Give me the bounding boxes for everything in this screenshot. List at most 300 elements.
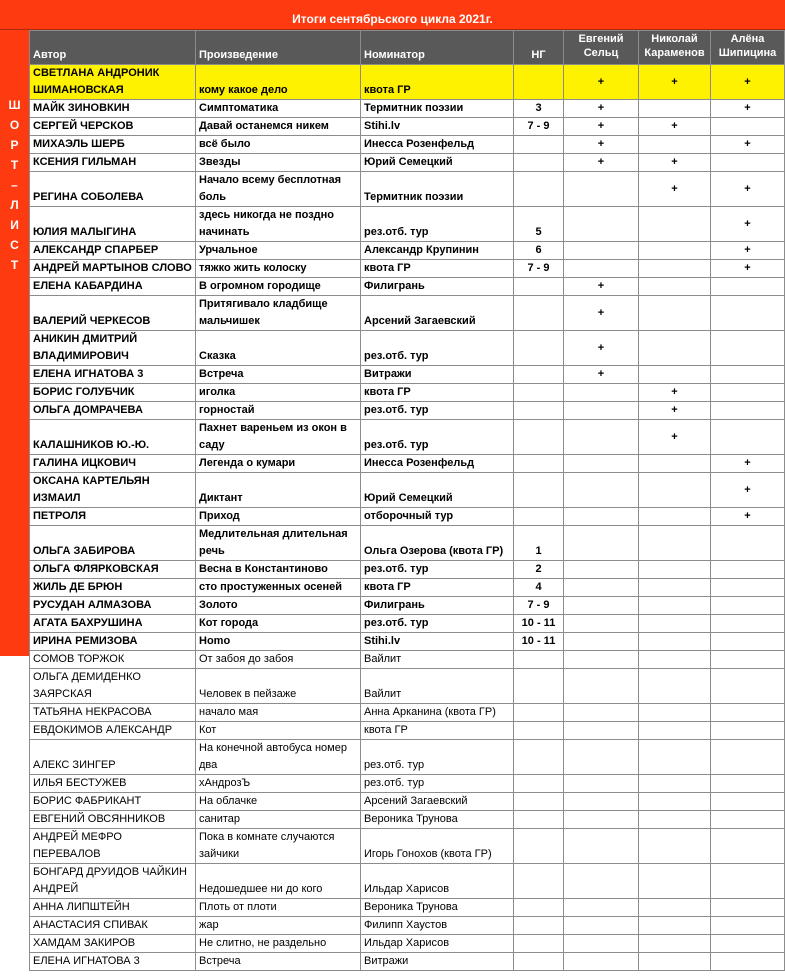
table-row[interactable] bbox=[30, 633, 785, 651]
judge-selts-mark[interactable] bbox=[564, 260, 639, 278]
judge-shipitsina-mark[interactable] bbox=[711, 561, 785, 579]
work-cell[interactable]: Симптоматика bbox=[196, 100, 361, 118]
author-cell[interactable]: БОНГАРД ДРУИДОВ ЧАЙКИН АНДРЕЙ bbox=[30, 864, 196, 899]
nominator-cell[interactable]: квота ГР bbox=[361, 722, 514, 740]
judge-shipitsina-mark[interactable] bbox=[711, 651, 785, 669]
work-cell[interactable]: Кот bbox=[196, 722, 361, 740]
work-cell[interactable]: Притягивало кладбище мальчишек bbox=[196, 296, 361, 331]
table-row[interactable] bbox=[30, 526, 785, 561]
work-cell[interactable]: Пахнет вареньем из окон в саду bbox=[196, 420, 361, 455]
author-cell[interactable]: ЕВДОКИМОВ АЛЕКСАНДР bbox=[30, 722, 196, 740]
table-row[interactable] bbox=[30, 100, 785, 118]
work-cell[interactable]: Звезды bbox=[196, 154, 361, 172]
nominator-cell[interactable]: рез.отб. тур bbox=[361, 420, 514, 455]
judge-selts-mark[interactable] bbox=[564, 561, 639, 579]
judge-karamenov-mark[interactable] bbox=[639, 899, 711, 917]
table-row[interactable] bbox=[30, 899, 785, 917]
judge-karamenov-mark[interactable] bbox=[639, 242, 711, 260]
nominator-cell[interactable]: Филигрань bbox=[361, 597, 514, 615]
table-row[interactable] bbox=[30, 402, 785, 420]
judge-selts-mark[interactable] bbox=[564, 172, 639, 207]
judge-shipitsina-mark[interactable] bbox=[711, 278, 785, 296]
work-cell[interactable]: Приход bbox=[196, 508, 361, 526]
table-row[interactable] bbox=[30, 917, 785, 935]
judge-shipitsina-mark[interactable] bbox=[711, 793, 785, 811]
judge-selts-mark[interactable] bbox=[564, 935, 639, 953]
ng-cell[interactable] bbox=[514, 740, 564, 775]
ng-cell[interactable] bbox=[514, 384, 564, 402]
nominator-cell[interactable]: Александр Крупинин bbox=[361, 242, 514, 260]
ng-cell[interactable]: 7 - 9 bbox=[514, 118, 564, 136]
judge-shipitsina-mark[interactable]: + bbox=[711, 65, 785, 100]
judge-selts-mark[interactable] bbox=[564, 917, 639, 935]
judge-selts-mark[interactable]: + bbox=[564, 278, 639, 296]
nominator-cell[interactable]: Инесса Розенфельд bbox=[361, 136, 514, 154]
table-row[interactable] bbox=[30, 722, 785, 740]
table-row[interactable] bbox=[30, 242, 785, 260]
work-cell[interactable]: Давай останемся никем bbox=[196, 118, 361, 136]
table-row[interactable] bbox=[30, 331, 785, 366]
table-row[interactable] bbox=[30, 65, 785, 100]
ng-cell[interactable] bbox=[514, 296, 564, 331]
nominator-cell[interactable]: Игорь Гонохов (квота ГР) bbox=[361, 829, 514, 864]
judge-karamenov-mark[interactable]: + bbox=[639, 172, 711, 207]
nominator-cell[interactable]: квота ГР bbox=[361, 65, 514, 100]
judge-karamenov-mark[interactable] bbox=[639, 633, 711, 651]
work-cell[interactable]: хАндрозЪ bbox=[196, 775, 361, 793]
judge-selts-mark[interactable]: + bbox=[564, 331, 639, 366]
judge-karamenov-mark[interactable]: + bbox=[639, 402, 711, 420]
author-cell[interactable]: ЮЛИЯ МАЛЫГИНА bbox=[30, 207, 196, 242]
nominator-cell[interactable]: Филипп Хаустов bbox=[361, 917, 514, 935]
table-row[interactable] bbox=[30, 296, 785, 331]
work-cell[interactable]: На конечной автобуса номер два bbox=[196, 740, 361, 775]
judge-selts-mark[interactable] bbox=[564, 740, 639, 775]
work-cell[interactable]: Диктант bbox=[196, 473, 361, 508]
judge-selts-mark[interactable] bbox=[564, 526, 639, 561]
judge-shipitsina-mark[interactable] bbox=[711, 899, 785, 917]
judge-karamenov-mark[interactable]: + bbox=[639, 118, 711, 136]
work-cell[interactable]: иголка bbox=[196, 384, 361, 402]
nominator-cell[interactable]: рез.отб. тур bbox=[361, 207, 514, 242]
judge-karamenov-mark[interactable]: + bbox=[639, 420, 711, 455]
judge-karamenov-mark[interactable] bbox=[639, 722, 711, 740]
table-row[interactable] bbox=[30, 615, 785, 633]
author-cell[interactable]: ВАЛЕРИЙ ЧЕРКЕСОВ bbox=[30, 296, 196, 331]
ng-cell[interactable] bbox=[514, 455, 564, 473]
table-row[interactable] bbox=[30, 651, 785, 669]
table-row[interactable] bbox=[30, 935, 785, 953]
ng-cell[interactable]: 2 bbox=[514, 561, 564, 579]
work-cell[interactable]: Встреча bbox=[196, 366, 361, 384]
ng-cell[interactable]: 4 bbox=[514, 579, 564, 597]
judge-shipitsina-mark[interactable] bbox=[711, 704, 785, 722]
table-row[interactable] bbox=[30, 669, 785, 704]
author-cell[interactable]: АННА ЛИПШТЕЙН bbox=[30, 899, 196, 917]
author-cell[interactable]: ТАТЬЯНА НЕКРАСОВА bbox=[30, 704, 196, 722]
table-row[interactable] bbox=[30, 829, 785, 864]
judge-shipitsina-mark[interactable] bbox=[711, 118, 785, 136]
author-cell[interactable]: ГАЛИНА ИЦКОВИЧ bbox=[30, 455, 196, 473]
nominator-cell[interactable]: Ольга Озерова (квота ГР) bbox=[361, 526, 514, 561]
judge-shipitsina-mark[interactable]: + bbox=[711, 207, 785, 242]
work-cell[interactable]: санитар bbox=[196, 811, 361, 829]
ng-cell[interactable] bbox=[514, 508, 564, 526]
nominator-cell[interactable]: Термитник поэзии bbox=[361, 100, 514, 118]
judge-karamenov-mark[interactable] bbox=[639, 704, 711, 722]
judge-shipitsina-mark[interactable] bbox=[711, 935, 785, 953]
table-row[interactable] bbox=[30, 278, 785, 296]
author-cell[interactable]: АНАСТАСИЯ СПИВАК bbox=[30, 917, 196, 935]
nominator-cell[interactable]: Арсений Загаевский bbox=[361, 793, 514, 811]
work-cell[interactable]: Недошедшее ни до кого bbox=[196, 864, 361, 899]
judge-karamenov-mark[interactable] bbox=[639, 651, 711, 669]
judge-shipitsina-mark[interactable] bbox=[711, 420, 785, 455]
author-cell[interactable]: ИЛЬЯ БЕСТУЖЕВ bbox=[30, 775, 196, 793]
judge-selts-mark[interactable] bbox=[564, 899, 639, 917]
judge-selts-mark[interactable] bbox=[564, 473, 639, 508]
judge-shipitsina-mark[interactable] bbox=[711, 579, 785, 597]
judge-karamenov-mark[interactable]: + bbox=[639, 154, 711, 172]
judge-shipitsina-mark[interactable] bbox=[711, 669, 785, 704]
judge-shipitsina-mark[interactable] bbox=[711, 384, 785, 402]
judge-karamenov-mark[interactable] bbox=[639, 740, 711, 775]
judge-selts-mark[interactable] bbox=[564, 793, 639, 811]
work-cell[interactable]: Кот города bbox=[196, 615, 361, 633]
judge-karamenov-mark[interactable] bbox=[639, 953, 711, 971]
nominator-cell[interactable]: Юрий Семецкий bbox=[361, 154, 514, 172]
table-row[interactable] bbox=[30, 473, 785, 508]
author-cell[interactable]: РЕГИНА СОБОЛЕВА bbox=[30, 172, 196, 207]
author-cell[interactable]: ЖИЛЬ ДЕ БРЮН bbox=[30, 579, 196, 597]
author-column-header[interactable]: Автор bbox=[30, 31, 196, 65]
judge-shipitsina-mark[interactable]: + bbox=[711, 508, 785, 526]
author-cell[interactable]: ЕЛЕНА ИГНАТОВА 3 bbox=[30, 953, 196, 971]
ng-column-header[interactable]: НГ bbox=[514, 31, 564, 65]
work-column-header[interactable]: Произведение bbox=[196, 31, 361, 65]
judge-selts-mark[interactable] bbox=[564, 384, 639, 402]
judge-shipitsina-mark[interactable]: + bbox=[711, 242, 785, 260]
ng-cell[interactable] bbox=[514, 331, 564, 366]
judge-shipitsina-mark[interactable]: + bbox=[711, 473, 785, 508]
nominator-cell[interactable]: Витражи bbox=[361, 366, 514, 384]
nominator-cell[interactable]: квота ГР bbox=[361, 260, 514, 278]
work-cell[interactable]: Пока в комнате случаются зайчики bbox=[196, 829, 361, 864]
judge-selts-mark[interactable] bbox=[564, 651, 639, 669]
author-cell[interactable]: АГАТА БАХРУШИНА bbox=[30, 615, 196, 633]
ng-cell[interactable] bbox=[514, 473, 564, 508]
author-cell[interactable]: ОЛЬГА ФЛЯРКОВСКАЯ bbox=[30, 561, 196, 579]
ng-cell[interactable] bbox=[514, 669, 564, 704]
nominator-cell[interactable]: квота ГР bbox=[361, 579, 514, 597]
ng-cell[interactable]: 10 - 11 bbox=[514, 615, 564, 633]
judge-shipitsina-mark[interactable] bbox=[711, 722, 785, 740]
work-cell[interactable]: жар bbox=[196, 917, 361, 935]
author-cell[interactable]: МИХАЭЛЬ ШЕРБ bbox=[30, 136, 196, 154]
nominator-cell[interactable]: квота ГР bbox=[361, 384, 514, 402]
ng-cell[interactable]: 1 bbox=[514, 526, 564, 561]
judge-selts-mark[interactable] bbox=[564, 579, 639, 597]
judge-shipitsina-mark[interactable]: + bbox=[711, 100, 785, 118]
ng-cell[interactable] bbox=[514, 722, 564, 740]
judge-karamenov-mark[interactable] bbox=[639, 366, 711, 384]
table-row[interactable] bbox=[30, 366, 785, 384]
judge-shipitsina-mark[interactable] bbox=[711, 633, 785, 651]
ng-cell[interactable] bbox=[514, 136, 564, 154]
judge-karamenov-mark[interactable] bbox=[639, 597, 711, 615]
author-cell[interactable]: АНИКИН ДМИТРИЙ ВЛАДИМИРОВИЧ bbox=[30, 331, 196, 366]
author-cell[interactable]: РУСУДАН АЛМАЗОВА bbox=[30, 597, 196, 615]
judge-selts-mark[interactable] bbox=[564, 455, 639, 473]
judge-shipitsina-mark[interactable] bbox=[711, 402, 785, 420]
table-row[interactable] bbox=[30, 154, 785, 172]
nominator-column-header[interactable]: Номинатор bbox=[361, 31, 514, 65]
work-cell[interactable]: начало мая bbox=[196, 704, 361, 722]
ng-cell[interactable] bbox=[514, 775, 564, 793]
judge-karamenov-mark[interactable] bbox=[639, 615, 711, 633]
author-cell[interactable]: АНДРЕЙ МАРТЫНОВ СЛОВО bbox=[30, 260, 196, 278]
judge-shipitsina-mark[interactable]: + bbox=[711, 455, 785, 473]
judge-shipitsina-mark[interactable]: + bbox=[711, 260, 785, 278]
table-row[interactable] bbox=[30, 793, 785, 811]
author-cell[interactable]: АНДРЕЙ МЕФРО ПЕРЕВАЛОВ bbox=[30, 829, 196, 864]
ng-cell[interactable] bbox=[514, 402, 564, 420]
work-cell[interactable]: Плоть от плоти bbox=[196, 899, 361, 917]
judge-selts-mark[interactable] bbox=[564, 420, 639, 455]
ng-cell[interactable] bbox=[514, 793, 564, 811]
author-cell[interactable]: СЕРГЕЙ ЧЕРСКОВ bbox=[30, 118, 196, 136]
judge-karamenov-mark[interactable]: + bbox=[639, 384, 711, 402]
work-cell[interactable]: Легенда о кумари bbox=[196, 455, 361, 473]
judge-selts-mark[interactable] bbox=[564, 669, 639, 704]
judge-selts-mark[interactable]: + bbox=[564, 118, 639, 136]
judge-karamenov-mark[interactable] bbox=[639, 136, 711, 154]
ng-cell[interactable]: 7 - 9 bbox=[514, 597, 564, 615]
table-row[interactable] bbox=[30, 775, 785, 793]
judge-shipitsina-mark[interactable] bbox=[711, 811, 785, 829]
judge-shipitsina-mark[interactable] bbox=[711, 615, 785, 633]
judge-shipitsina-mark[interactable]: + bbox=[711, 172, 785, 207]
judge-karamenov-mark[interactable] bbox=[639, 455, 711, 473]
work-cell[interactable]: кому какое дело bbox=[196, 65, 361, 100]
judge-shipitsina-mark[interactable] bbox=[711, 597, 785, 615]
author-cell[interactable]: ПЕТРОЛЯ bbox=[30, 508, 196, 526]
work-cell[interactable]: Homo bbox=[196, 633, 361, 651]
judge-selts-mark[interactable]: + bbox=[564, 100, 639, 118]
table-row[interactable] bbox=[30, 136, 785, 154]
nominator-cell[interactable]: Stihi.lv bbox=[361, 118, 514, 136]
judge-karamenov-mark[interactable] bbox=[639, 864, 711, 899]
nominator-cell[interactable]: рез.отб. тур bbox=[361, 402, 514, 420]
work-cell[interactable]: здесь никогда не поздно начинать bbox=[196, 207, 361, 242]
table-row[interactable] bbox=[30, 420, 785, 455]
judge-karamenov-mark[interactable] bbox=[639, 669, 711, 704]
judge-karamenov-mark[interactable] bbox=[639, 508, 711, 526]
judge-selts-mark[interactable] bbox=[564, 829, 639, 864]
author-cell[interactable]: АЛЕКСАНДР СПАРБЕР bbox=[30, 242, 196, 260]
judge-shipitsina-mark[interactable] bbox=[711, 154, 785, 172]
judge-selts-mark[interactable]: + bbox=[564, 136, 639, 154]
nominator-cell[interactable]: Вероника Трунова bbox=[361, 899, 514, 917]
work-cell[interactable]: Урчальное bbox=[196, 242, 361, 260]
work-cell[interactable]: Не слитно, не раздельно bbox=[196, 935, 361, 953]
ng-cell[interactable]: 10 - 11 bbox=[514, 633, 564, 651]
judge-karamenov-mark[interactable] bbox=[639, 278, 711, 296]
judge-selts-mark[interactable] bbox=[564, 633, 639, 651]
work-cell[interactable]: Сказка bbox=[196, 331, 361, 366]
nominator-cell[interactable]: Филигрань bbox=[361, 278, 514, 296]
ng-cell[interactable] bbox=[514, 172, 564, 207]
judge-selts-mark[interactable]: + bbox=[564, 65, 639, 100]
author-cell[interactable]: БОРИС ФАБРИКАНТ bbox=[30, 793, 196, 811]
author-cell[interactable]: КАЛАШНИКОВ Ю.-Ю. bbox=[30, 420, 196, 455]
table-row[interactable] bbox=[30, 704, 785, 722]
table-row[interactable] bbox=[30, 118, 785, 136]
author-cell[interactable]: СОМОВ ТОРЖОК bbox=[30, 651, 196, 669]
author-cell[interactable]: ОЛЬГА ДОМРАЧЕВА bbox=[30, 402, 196, 420]
judge-shipitsina-mark[interactable] bbox=[711, 864, 785, 899]
author-cell[interactable]: СВЕТЛАНА АНДРОНИК ШИМАНОВСКАЯ bbox=[30, 65, 196, 100]
judge-shipitsina-mark[interactable] bbox=[711, 917, 785, 935]
author-cell[interactable]: ЕЛЕНА КАБАРДИНА bbox=[30, 278, 196, 296]
ng-cell[interactable] bbox=[514, 366, 564, 384]
table-row[interactable] bbox=[30, 597, 785, 615]
nominator-cell[interactable]: Вероника Трунова bbox=[361, 811, 514, 829]
work-cell[interactable]: горностай bbox=[196, 402, 361, 420]
judge-karamenov-mark[interactable] bbox=[639, 100, 711, 118]
table-row[interactable] bbox=[30, 953, 785, 971]
judge-selts-mark[interactable] bbox=[564, 722, 639, 740]
nominator-cell[interactable]: рез.отб. тур bbox=[361, 615, 514, 633]
ng-cell[interactable] bbox=[514, 420, 564, 455]
judge-selts-mark[interactable] bbox=[564, 242, 639, 260]
judge-selts-mark[interactable]: + bbox=[564, 296, 639, 331]
judge-selts-mark[interactable] bbox=[564, 775, 639, 793]
judge-selts-column-header[interactable]: Евгений Сельц bbox=[564, 31, 639, 65]
judge-shipitsina-mark[interactable] bbox=[711, 740, 785, 775]
nominator-cell[interactable]: Арсений Загаевский bbox=[361, 296, 514, 331]
nominator-cell[interactable]: Вайлит bbox=[361, 651, 514, 669]
judge-karamenov-mark[interactable] bbox=[639, 935, 711, 953]
nominator-cell[interactable]: Вайлит bbox=[361, 669, 514, 704]
work-cell[interactable]: Встреча bbox=[196, 953, 361, 971]
judge-shipitsina-mark[interactable] bbox=[711, 829, 785, 864]
judge-karamenov-mark[interactable] bbox=[639, 260, 711, 278]
judge-selts-mark[interactable]: + bbox=[564, 366, 639, 384]
judge-selts-mark[interactable] bbox=[564, 953, 639, 971]
nominator-cell[interactable]: рез.отб. тур bbox=[361, 331, 514, 366]
judge-shipitsina-mark[interactable] bbox=[711, 526, 785, 561]
judge-karamenov-mark[interactable] bbox=[639, 561, 711, 579]
work-cell[interactable]: Начало всему бесплотная боль bbox=[196, 172, 361, 207]
table-row[interactable] bbox=[30, 864, 785, 899]
judge-selts-mark[interactable] bbox=[564, 207, 639, 242]
author-cell[interactable]: КСЕНИЯ ГИЛЬМАН bbox=[30, 154, 196, 172]
ng-cell[interactable] bbox=[514, 704, 564, 722]
ng-cell[interactable] bbox=[514, 917, 564, 935]
judge-karamenov-mark[interactable] bbox=[639, 473, 711, 508]
work-cell[interactable]: тяжко жить колоску bbox=[196, 260, 361, 278]
author-cell[interactable]: ХАМДАМ ЗАКИРОВ bbox=[30, 935, 196, 953]
ng-cell[interactable] bbox=[514, 864, 564, 899]
judge-selts-mark[interactable]: + bbox=[564, 154, 639, 172]
judge-selts-mark[interactable] bbox=[564, 615, 639, 633]
ng-cell[interactable] bbox=[514, 154, 564, 172]
author-cell[interactable]: ЕВГЕНИЙ ОВСЯННИКОВ bbox=[30, 811, 196, 829]
table-row[interactable] bbox=[30, 811, 785, 829]
judge-shipitsina-mark[interactable] bbox=[711, 775, 785, 793]
work-cell[interactable]: Медлительная длительная речь bbox=[196, 526, 361, 561]
work-cell[interactable]: От забоя до забоя bbox=[196, 651, 361, 669]
judge-karamenov-mark[interactable] bbox=[639, 917, 711, 935]
judge-karamenov-mark[interactable] bbox=[639, 793, 711, 811]
judge-selts-mark[interactable] bbox=[564, 597, 639, 615]
work-cell[interactable]: Весна в Константиново bbox=[196, 561, 361, 579]
judge-shipitsina-mark[interactable] bbox=[711, 953, 785, 971]
author-cell[interactable]: ОЛЬГА ДЕМИДЕНКО ЗАЯРСКАЯ bbox=[30, 669, 196, 704]
judge-karamenov-mark[interactable] bbox=[639, 296, 711, 331]
ng-cell[interactable]: 5 bbox=[514, 207, 564, 242]
judge-selts-mark[interactable] bbox=[564, 508, 639, 526]
judge-shipitsina-mark[interactable] bbox=[711, 331, 785, 366]
judge-selts-mark[interactable] bbox=[564, 864, 639, 899]
table-row[interactable] bbox=[30, 561, 785, 579]
table-row[interactable] bbox=[30, 260, 785, 278]
nominator-cell[interactable]: рез.отб. тур bbox=[361, 561, 514, 579]
nominator-cell[interactable]: Инесса Розенфельд bbox=[361, 455, 514, 473]
table-row[interactable] bbox=[30, 207, 785, 242]
ng-cell[interactable] bbox=[514, 935, 564, 953]
judge-karamenov-mark[interactable]: + bbox=[639, 65, 711, 100]
judge-karamenov-mark[interactable] bbox=[639, 526, 711, 561]
ng-cell[interactable] bbox=[514, 899, 564, 917]
nominator-cell[interactable]: Ильдар Харисов bbox=[361, 864, 514, 899]
author-cell[interactable]: ОЛЬГА ЗАБИРОВА bbox=[30, 526, 196, 561]
judge-karamenov-mark[interactable] bbox=[639, 775, 711, 793]
work-cell[interactable]: В огромном городище bbox=[196, 278, 361, 296]
judge-selts-mark[interactable] bbox=[564, 704, 639, 722]
ng-cell[interactable]: 7 - 9 bbox=[514, 260, 564, 278]
table-row[interactable] bbox=[30, 455, 785, 473]
judge-shipitsina-column-header[interactable]: Алёна Шипицина bbox=[711, 31, 785, 65]
nominator-cell[interactable]: Витражи bbox=[361, 953, 514, 971]
author-cell[interactable]: ИРИНА РЕМИЗОВА bbox=[30, 633, 196, 651]
ng-cell[interactable] bbox=[514, 65, 564, 100]
judge-karamenov-mark[interactable] bbox=[639, 811, 711, 829]
work-cell[interactable]: Человек в пейзаже bbox=[196, 669, 361, 704]
work-cell[interactable]: сто простуженных осеней bbox=[196, 579, 361, 597]
ng-cell[interactable]: 6 bbox=[514, 242, 564, 260]
work-cell[interactable]: всё было bbox=[196, 136, 361, 154]
judge-shipitsina-mark[interactable] bbox=[711, 366, 785, 384]
judge-karamenov-column-header[interactable]: Николай Караменов bbox=[639, 31, 711, 65]
author-cell[interactable]: БОРИС ГОЛУБЧИК bbox=[30, 384, 196, 402]
ng-cell[interactable] bbox=[514, 651, 564, 669]
ng-cell[interactable] bbox=[514, 953, 564, 971]
table-row[interactable] bbox=[30, 384, 785, 402]
nominator-cell[interactable]: Ильдар Харисов bbox=[361, 935, 514, 953]
nominator-cell[interactable]: рез.отб. тур bbox=[361, 740, 514, 775]
ng-cell[interactable] bbox=[514, 278, 564, 296]
author-cell[interactable]: ЕЛЕНА ИГНАТОВА 3 bbox=[30, 366, 196, 384]
ng-cell[interactable] bbox=[514, 811, 564, 829]
judge-karamenov-mark[interactable] bbox=[639, 331, 711, 366]
author-cell[interactable]: АЛЕКС ЗИНГЕР bbox=[30, 740, 196, 775]
nominator-cell[interactable]: рез.отб. тур bbox=[361, 775, 514, 793]
table-row[interactable] bbox=[30, 740, 785, 775]
nominator-cell[interactable]: отборочный тур bbox=[361, 508, 514, 526]
judge-shipitsina-mark[interactable]: + bbox=[711, 136, 785, 154]
